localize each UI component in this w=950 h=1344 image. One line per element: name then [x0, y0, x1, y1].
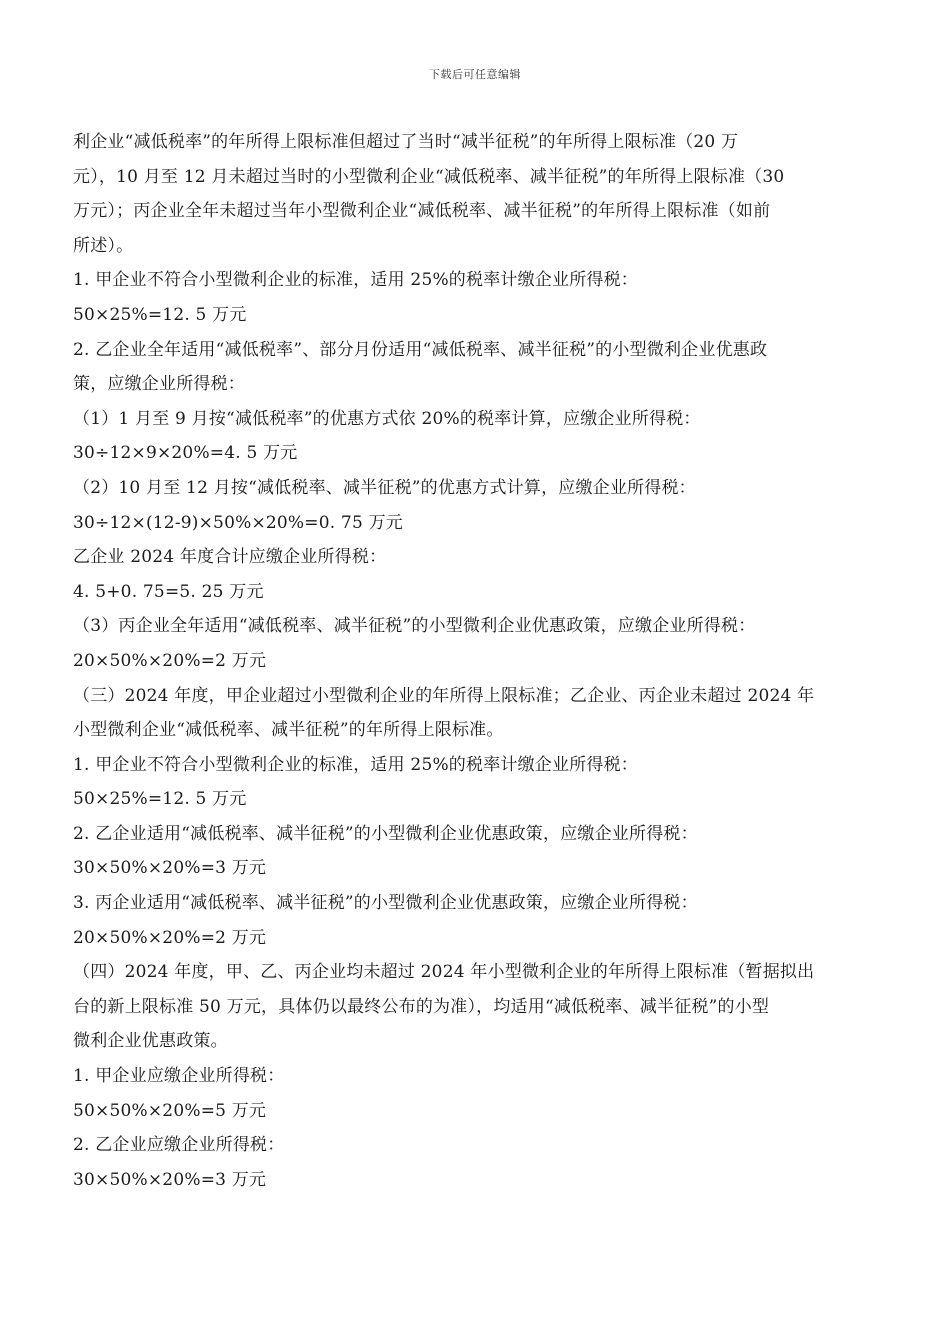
paragraph-line: 3. 丙企业适用“减低税率、减半征税”的小型微利企业优惠政策，应缴企业所得税：: [73, 893, 698, 914]
paragraph-line: （2）10 月至 12 月按“减低税率、减半征税”的优惠方式计算，应缴企业所得税：: [73, 477, 696, 498]
page-header-note: 下载后可任意编辑: [429, 68, 521, 81]
paragraph-line: 微利企业优惠政策。: [73, 1031, 228, 1052]
paragraph-line: 万元）；丙企业全年未超过当年小型微利企业“减低税率、减半征税”的年所得上限标准（如前: [73, 201, 771, 222]
formula-line: 4. 5+0. 75=5. 25 万元: [73, 581, 264, 602]
paragraph-line: 1. 甲企业不符合小型微利企业的标准，适用 25%的税率计缴企业所得税：: [73, 270, 639, 291]
paragraph-line: 小型微利企业“减低税率、减半征税”的年所得上限标准。: [73, 720, 504, 741]
paragraph-line: （3）丙企业全年适用“减低税率、减半征税”的小型微利企业优惠政策，应缴企业所得税：: [73, 616, 756, 637]
formula-line: 30÷12×(12-9)×50%×20%=0. 75 万元: [73, 512, 403, 533]
paragraph-line: 1. 甲企业不符合小型微利企业的标准，适用 25%的税率计缴企业所得税：: [73, 754, 639, 775]
formula-line: 50×25%=12. 5 万元: [73, 789, 247, 810]
document-body: [73, 125, 883, 1197]
formula-line: 30÷12×9×20%=4. 5 万元: [73, 443, 298, 464]
paragraph-line: 2. 乙企业应缴企业所得税：: [73, 1135, 285, 1156]
paragraph-line: 2. 乙企业适用“减低税率、减半征税”的小型微利企业优惠政策，应缴企业所得税：: [73, 823, 698, 844]
formula-line: 50×25%=12. 5 万元: [73, 304, 247, 325]
paragraph-line: 利企业“减低税率”的年所得上限标准但超过了当时“减半征税”的年所得上限标准（20 万: [73, 132, 739, 152]
formula-line: 30×50%×20%=3 万元: [73, 1169, 267, 1190]
paragraph-line: 1. 甲企业应缴企业所得税：: [73, 1066, 285, 1087]
paragraph-line: 元），10 月至 12 月未超过当时的小型微利企业“减低税率、减半征税”的年所得上限标准（30: [73, 166, 785, 187]
formula-line: 50×50%×20%=5 万元: [73, 1100, 267, 1121]
paragraph-line: （四）2024 年度，甲、乙、丙企业均未超过 2024 年小型微利企业的年所得上限标准（暂据拟出: [73, 962, 815, 983]
paragraph-line: 乙企业 2024 年度合计应缴企业所得税：: [73, 547, 387, 568]
paragraph-line: 所述）。: [73, 235, 134, 256]
formula-line: 30×50%×20%=3 万元: [73, 858, 267, 879]
formula-line: 20×50%×20%=2 万元: [73, 650, 267, 671]
paragraph-line: 2. 乙企业全年适用“减低税率”、部分月份适用“减低税率、减半征税”的小型微利企业优惠政: [73, 339, 768, 360]
formula-line: 20×50%×20%=2 万元: [73, 927, 267, 948]
paragraph-line: 台的新上限标准 50 万元，具体仍以最终公布的为准），均适用“减低税率、减半征税”的小型: [73, 996, 770, 1017]
paragraph-line: （1）1 月至 9 月按“减低税率”的优惠方式依 20%的税率计算，应缴企业所得税：: [73, 408, 701, 429]
paragraph-line: 策，应缴企业所得税：: [73, 374, 245, 395]
paragraph-line: （三）2024 年度，甲企业超过小型微利企业的年所得上限标准；乙企业、丙企业未超过 2024 年: [73, 685, 815, 706]
